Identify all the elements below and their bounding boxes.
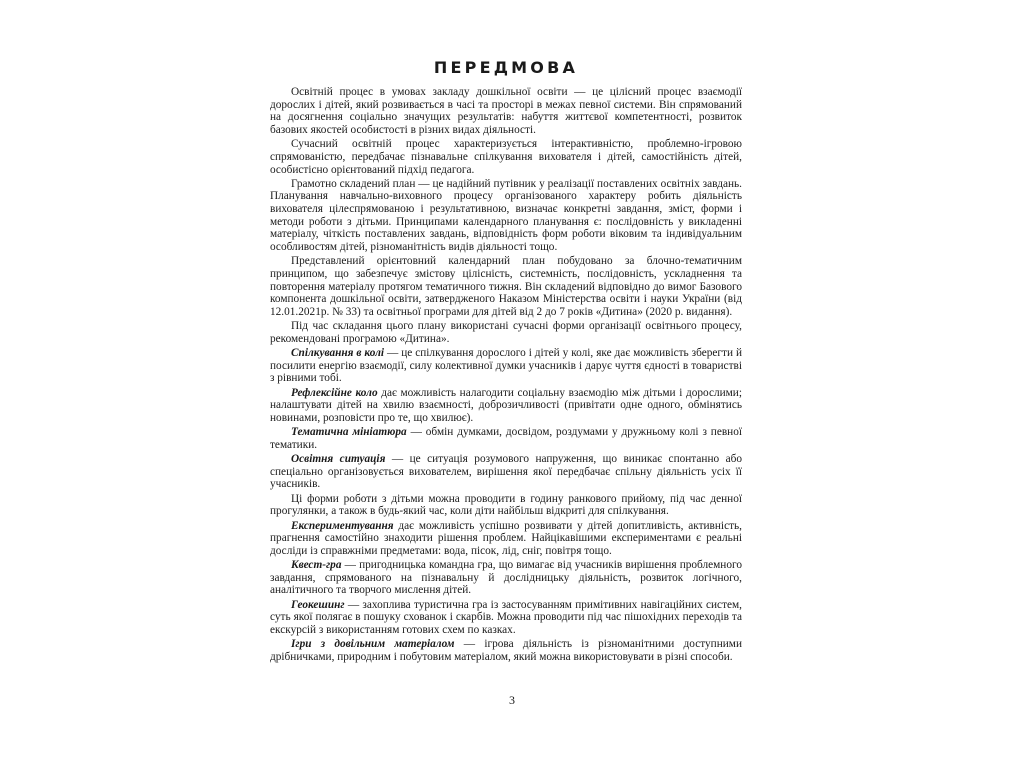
paragraph-text: — захоплива туристична гра із застосуванням примітивних навігаційних систем, суть якої полягає в пошуку схованок і скарбів. Можна проводити під час пішохідних переходів та екскурсій з використанням готових схем по казках. <box>270 598 742 637</box>
paragraph-text: — ігрова діяльність із різноманітними доступними дрібничками, природним і побутовим матеріалом, який можна використовувати в різні способи. <box>270 638 742 663</box>
paragraph-text: Грамотно складений план — це надійний путівник у реалізації поставлених освітніх завдань. Планування навчально-виховного процесу організованого характеру робить діяльність вихователя цілеспрямованою і результативною, визначає конкретні завдання, зміст, форми і методи роботи з дітьми. Принципами календарного планування є: послідовність у викладенні матеріалу, чіткість поставлених завдань, відповідність форм роботи віковим та індивідуальним особливостям дітей, різноманітність видів діяльності тощо. <box>270 177 742 254</box>
paragraph-text: — це ситуація розумового напруження, що виникає спонтанно або спеціально організовується вихователем, вирішення якої передбачає спільну діяльність усіх її учасників. <box>270 453 742 491</box>
document-page <box>270 58 742 665</box>
paragraph-text: дає можливість налагодити соціальну взаємодію між дітьми і дорослими; налаштувати дітей на хвилю взаємності, доброзичливості (привітати одне одного, обмінятись новинами, розповісти про те, що хвилює). <box>270 386 742 424</box>
page-number: 3 <box>509 693 515 707</box>
paragraph <box>270 453 742 491</box>
page-title: ПЕРЕДМОВА <box>433 58 579 77</box>
paragraph <box>270 559 742 597</box>
paragraph-term: Експериментування <box>291 519 394 532</box>
paragraph-text: Сучасний освітній процес характеризується інтерактивністю, проблемно-ігровою спрямованістю, передбачає пізнавальне спілкування вихователя і дітей, самостійність дітей, особистісно орієнтований підхід педагога. <box>270 138 742 176</box>
paragraph-term: Геокешинг <box>291 598 345 611</box>
paragraph <box>270 320 742 345</box>
paragraph-text: Під час складання цього плану використані сучасні форми організації освітнього процесу, рекомендовані програмою «Дитина». <box>270 320 742 345</box>
paragraph-term: Тематична мініатюра <box>291 426 407 439</box>
paragraph <box>270 638 742 663</box>
paragraph-term: Спілкування в колі <box>291 347 385 360</box>
paragraph-term: Освітня ситуація <box>291 453 386 466</box>
paragraph <box>270 387 742 425</box>
paragraph <box>270 347 742 385</box>
paragraph-text: — обмін думками, досвідом, роздумами у дружньому колі з певної тематики. <box>270 426 743 451</box>
paragraph <box>270 493 742 518</box>
paragraphs-container <box>270 86 742 664</box>
paragraph-text: — це спілкування дорослого і дітей у колі, яке дає можливість зберегти й посилити енергію взаємодії, силу колективної думки учасників і дарує чуття єдності в товаристві з рівними тобі. <box>270 347 742 385</box>
paragraph <box>270 520 742 558</box>
paragraph-text: Освітній процес в умовах закладу дошкільної освіти — це цілісний процес взаємодії дорослих і дітей, який розвивається в часі та просторі в межах певної системи. Він спрямований на досягнення соціально значущих результатів: набуття життєвої компетентності, розвиток базових якостей особистості в різних видах діяльності. <box>270 86 742 136</box>
paragraph-text: Ці форми роботи з дітьми можна проводити в годину ранкового прийому, під час денної прогулянки, а також в будь-який час, коли діти найбільш відкриті для спілкування. <box>270 492 742 518</box>
paragraph <box>270 426 742 451</box>
paragraph <box>270 178 742 254</box>
paragraph <box>270 138 742 176</box>
paragraph-term: Рефлексійне коло <box>291 386 378 399</box>
paragraph <box>270 255 742 318</box>
paragraph <box>270 86 742 137</box>
paragraph <box>270 599 742 637</box>
paragraph-text: Представлений орієнтовний календарний план побудовано за блочно-тематичним принципом, що забезпечує змістову цілісність, системність, послідовність, ускладнення та повторення матеріалу протягом тематичного тижня. Він складений відповідно до вимог Базового компонента дошкільної освіти, затвердженого Наказом Міністерства освіти і науки України (від 12.01.2021р. № 33) та освітньої програми для дітей від 2 до 7 років «Дитина» (2020 р. видання). <box>270 255 742 318</box>
paragraph-text: дає можливість успішно розвивати у дітей допитливість, активність, прагнення самостійно знаходити рішення проблем. Найцікавішими експериментами є реальні досліди із справжніми предметами: вода, пісок, лід, сніг, повітря тощо. <box>270 519 742 557</box>
paragraph-term: Квест-гра <box>291 559 342 572</box>
paragraph-term: Ігри з довільним матеріалом <box>291 638 455 651</box>
paragraph-text: — пригодницька командна гра, що вимагає від учасників вирішення проблемного завдання, спрямованого на пізнавальну й дослідницьку діяльність, розвиток логічного, аналітичного та творчого мислення дітей. <box>270 559 742 597</box>
